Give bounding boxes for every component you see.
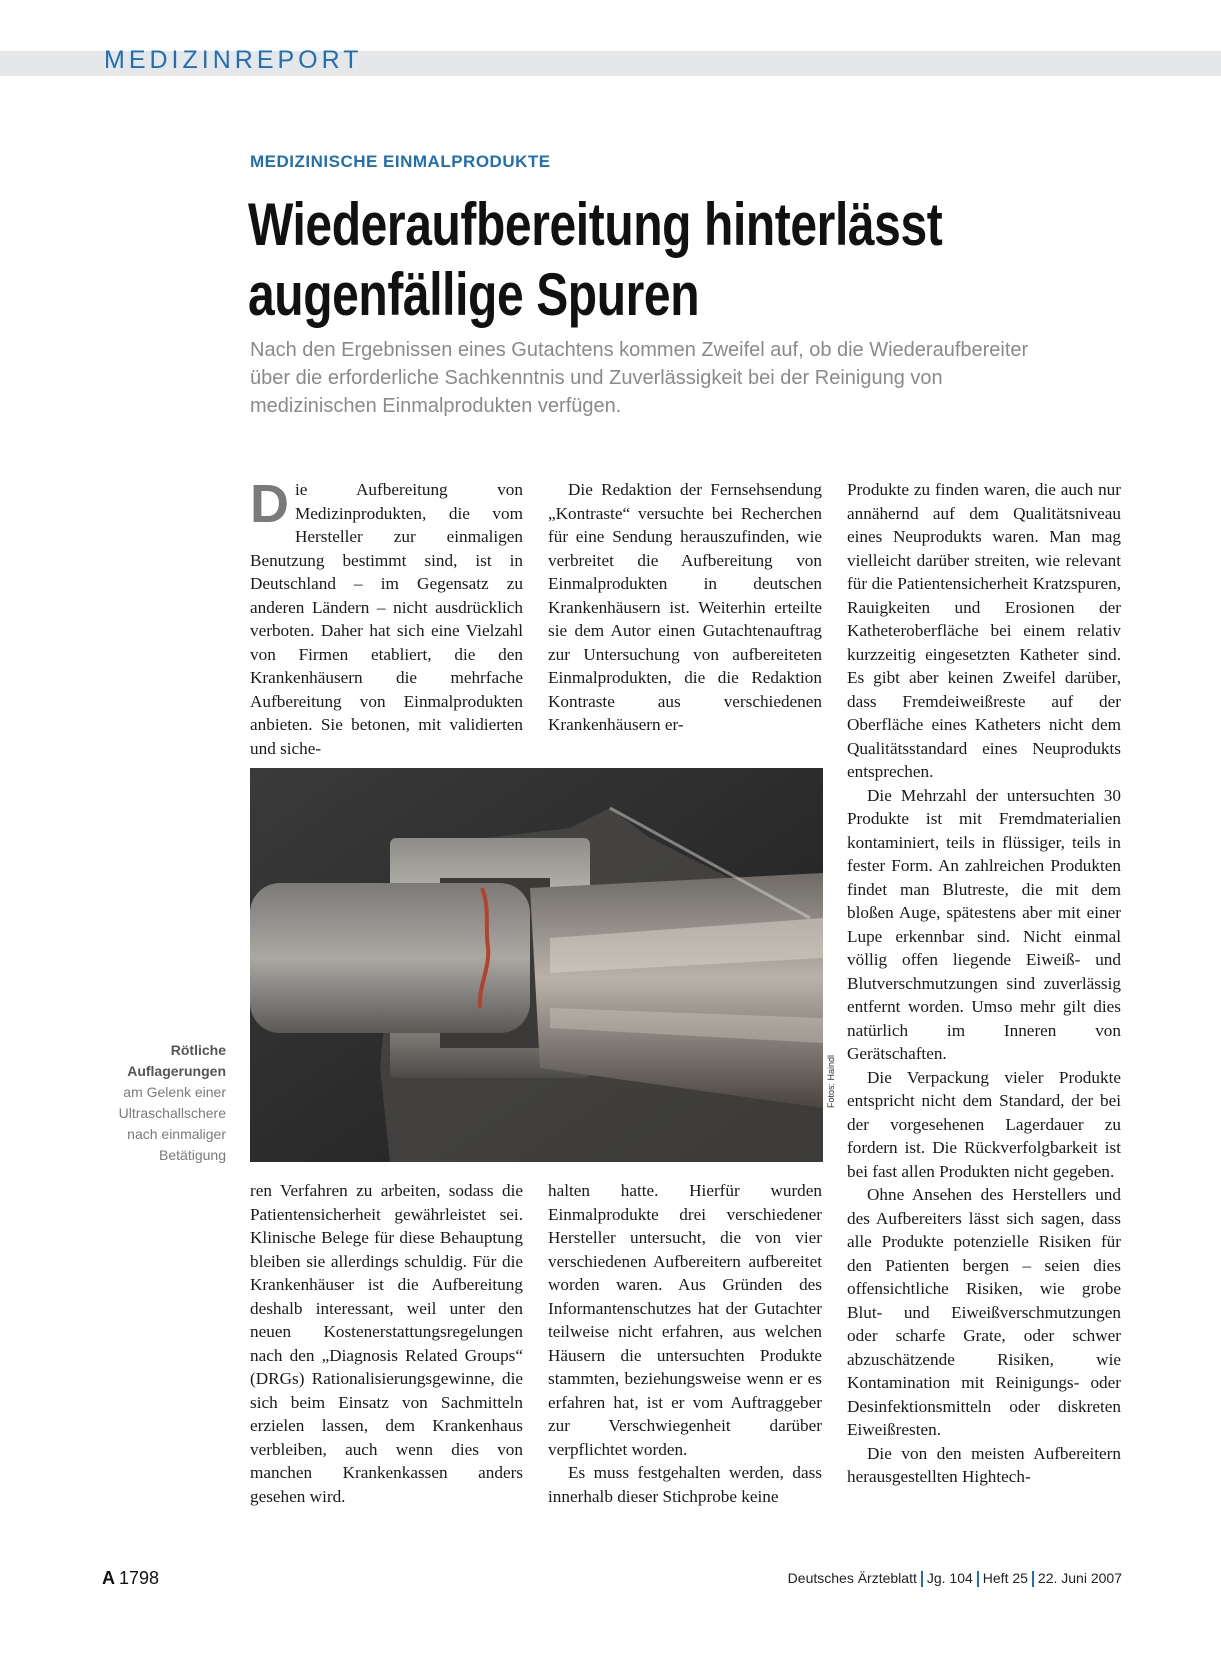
body-paragraph: Die Verpackung vieler Produkte entspricht nicht dem Standard, der bei der vorgesehenen Lagerdauer zu fordern ist. Die Rückverfolgbarkeit ist bei fast allen Produkten nicht gegeben. xyxy=(847,1067,1121,1181)
body-paragraph: Es muss festgehalten werden, dass innerhalb dieser Stichprobe keine xyxy=(548,1463,822,1506)
body-paragraph: Ohne Ansehen des Herstellers und des Aufbereiters lässt sich sagen, dass alle Produkte potenzielle Risiken für den Patienten bergen – seien dies offensichtliche Risiken, wie grobe Blut- und Eiweißverschmutzungen oder scharfe Grate, oder schwer abzuschätzende Risiken, wie Kontamination mit Reinigungs- oder Desinfektionsmitteln oder diskreten Eiweißresten. xyxy=(847,1185,1121,1439)
article-photo xyxy=(250,768,823,1162)
column-3 xyxy=(847,478,1121,1489)
kicker: MEDIZINISCHE EINMALPRODUKTE xyxy=(250,152,551,171)
separator xyxy=(921,1571,923,1587)
headline xyxy=(248,190,968,330)
journal-name: Deutsches Ärzteblatt xyxy=(787,1570,917,1586)
separator xyxy=(977,1571,979,1587)
body-paragraph: halten hatte. Hierfür wurden Einmalprodukte drei verschiedener Hersteller untersucht, die von vier verschiedenen Aufbereitern aufbereitet worden waren. Aus Gründen des Informantenschutzes hat der Gutachter teilweise nicht erfahren, aus welchen Häusern die untersuchten Produkte stammten, beziehungsweise wenn er es erfahren hat, ist er vom Auftraggeber zur Verschwiegenheit darüber verpflichtet worden. xyxy=(548,1181,822,1459)
body-paragraph: Die Redaktion der Fernsehsendung „Kontraste“ versuchte bei Recherchen für eine Sendung herauszufinden, wie verbreitet die Aufbereitung von Einmalprodukten in deutschen Krankenhäusern ist. Weiterhin erteilte sie dem Autor einen Gutachtenauftrag zur Untersuchung von aufbereiteten Einmalprodukten, die die Redaktion Kontraste aus verschiedenen Krankenhäusern er- xyxy=(548,480,822,734)
body-paragraph: Produkte zu finden waren, die auch nur annähernd auf dem Qualitätsniveau eines Neuprodukts waren. Man mag vielleicht darüber streiten, wie relevant für die Patientensicherheit Kratzspuren, Rauigkeiten und Erosionen der Katheteroberfläche bei einem relativ kurzzeitig eingesetzten Katheter sind. Es gibt aber keinen Zweifel darüber, dass Fremdeiweißreste auf der Oberfläche eines Katheters nicht dem Qualitätsstandard eines Neuprodukts entsprechen. xyxy=(847,480,1121,781)
column-1-bottom xyxy=(250,1179,523,1508)
body-paragraph: Die Mehrzahl der untersuchten 30 Produkte ist mit Fremdmaterialien kontaminiert, teils in flüssiger, teils in fester Form. An zahlreichen Produkten findet man Blutreste, die mit dem bloßen Auge, spätestens aber mit einer Lupe erkennbar sind. Nicht einmal völlig offen liegende Eiweiß- und Blutverschmutzungen sind zuverlässig entfernt worden. Umso mehr gilt dies natürlich im Inneren von Gerätschaften. xyxy=(847,785,1121,1063)
issue: Heft 25 xyxy=(982,1570,1028,1586)
deck: Nach den Ergebnissen eines Gutachtens kommen Zweifel auf, ob die Wiederaufbereiter über die erforderliche Sachkenntnis und Zuverlässigkeit bei der Reinigung von medizinischen Einmalprodukten verfügen. xyxy=(250,339,1029,417)
date: 22. Juni 2007 xyxy=(1037,1570,1122,1586)
caption-title: Rötliche Auflagerungen xyxy=(127,1042,226,1079)
column-2-top xyxy=(548,478,822,737)
column-2-bottom xyxy=(548,1179,822,1508)
caption-text: am Gelenk einer Ultraschallschere nach einmaliger Betätigung xyxy=(118,1084,226,1163)
body-paragraph: ren Verfahren zu arbeiten, sodass die Patientensicherheit gewährleistet sei. Klinische Belege für diese Behauptung bleiben sie allerdings schuldig. Für die Krankenhäuser ist die Aufbereitung deshalb interessant, weil unter den neuen Kostenerstattungsregelungen nach den „Diagnosis Related Groups“ (DRGs) Rationalisierungsgewinne, die sich beim Einsatz von Sachmitteln erzielen lassen, dem Krankenhaus verbleiben, auch wenn dies von manchen Krankenkassen anders gesehen wird. xyxy=(250,1181,523,1506)
headline-line-1: Wiederaufbereitung hinterlässt xyxy=(248,191,943,258)
photo-caption xyxy=(90,1040,226,1166)
dropcap: D xyxy=(250,474,289,534)
ultrasonic-scissors-joint-image xyxy=(250,768,823,1162)
body-paragraph: Die von den meisten Aufbereitern herausgestellten Hightech- xyxy=(847,1443,1121,1486)
body-text: ie Aufbereitung von Medizinprodukten, die vom Hersteller zur einmaligen Benutzung bestimmt sind, ist in Deutschland – im Gegensatz zu anderen Ländern – nicht ausdrücklich verboten. Daher hat sich eine Vielzahl von Firmen etabliert, die den Krankenhäusern die mehrfache Aufbereitung von Einmalprodukten anbieten. Sie betonen, mit validierten und siche- xyxy=(250,480,523,758)
column-1-top xyxy=(250,474,523,760)
headline-line-2: augenfällige Spuren xyxy=(248,261,700,328)
volume: Jg. 104 xyxy=(926,1570,973,1586)
section-label: MEDIZINREPORT xyxy=(104,46,363,74)
page-number: A 1798 xyxy=(102,1568,160,1588)
photo-credit: Fotos: Haindl xyxy=(826,1054,836,1108)
separator xyxy=(1032,1571,1034,1587)
footer-citation xyxy=(788,1570,1122,1587)
